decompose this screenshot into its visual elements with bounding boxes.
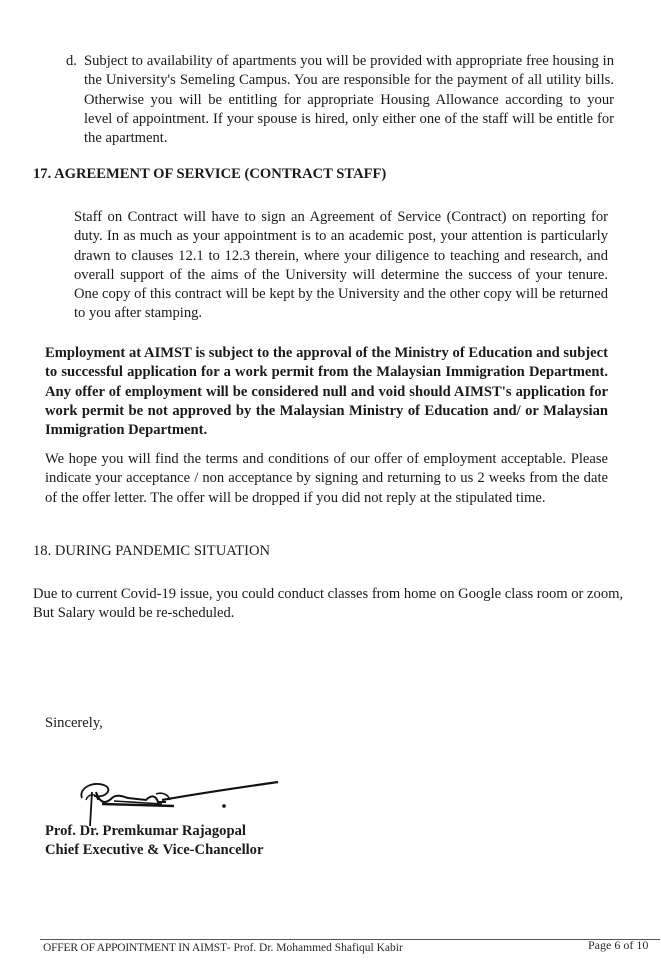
signer-title: Chief Executive & Vice-Chancellor bbox=[45, 842, 264, 858]
section-17-body: Staff on Contract will have to sign an Agreement of Service (Contract) on reporting for duty. In as much as your appointment is to an academic post, your attention is particularly drawn to clauses 12.1 to 12.3 therein, where your diligence to teaching and research, and overall support of the aims of the University will determine the success of your tenure. One copy of this contract will be kept by the University and the other copy will be returned to you after stamping. bbox=[74, 209, 608, 322]
footer-separator: - bbox=[226, 942, 234, 954]
section-17-heading: 17. AGREEMENT OF SERVICE (CONTRACT STAFF) bbox=[33, 166, 387, 182]
handwritten-signature bbox=[66, 770, 286, 830]
closing-salutation: Sincerely, bbox=[45, 715, 103, 731]
footer-document-label bbox=[43, 941, 403, 955]
signer-name: Prof. Dr. Premkumar Rajagopal bbox=[45, 823, 246, 839]
housing-clause-text: Subject to availability of apartments you will be provided with appropriate free housing in the University's Semeling Campus. You are responsible for the payment of all utility bills. Otherwise you will be entitling for appropriate Housing Allowance according to your level of appointment. If your spouse is hired, only either one of the staff will be entitle for the apartment. bbox=[84, 53, 614, 147]
list-marker: d. bbox=[66, 53, 77, 69]
footer-candidate-name: Prof. Dr. Mohammed Shafiqul Kabir bbox=[233, 942, 403, 954]
page-number: Page 6 of 10 bbox=[588, 938, 649, 952]
signer-block bbox=[45, 822, 263, 860]
acceptance-paragraph: We hope you will find the terms and conditions of our offer of employment acceptable. Please indicate your acceptance / non acceptance by signing and returning to us 2 weeks from the date of the offer letter. The offer will be dropped if you did not reply at the stipulated time. bbox=[45, 451, 608, 506]
footer-caps: OFFER OF APPOINTMENT IN AIMST bbox=[43, 942, 227, 954]
employment-notice: Employment at AIMST is subject to the approval of the Ministry of Education and subject to successful application for a work permit from the Malaysian Immigration Department. Any offer of employment will be considered null and void should AIMST's application for work permit be not approved by the Malaysian Ministry of Education and/ or Malaysian Immigration Department. bbox=[45, 345, 608, 439]
section-18-body: Due to current Covid-19 issue, you could conduct classes from home on Google class room or zoom, But Salary would be re-scheduled. bbox=[33, 586, 624, 622]
section-18-heading: 18. DURING PANDEMIC SITUATION bbox=[33, 543, 271, 559]
footer-divider bbox=[40, 939, 660, 940]
